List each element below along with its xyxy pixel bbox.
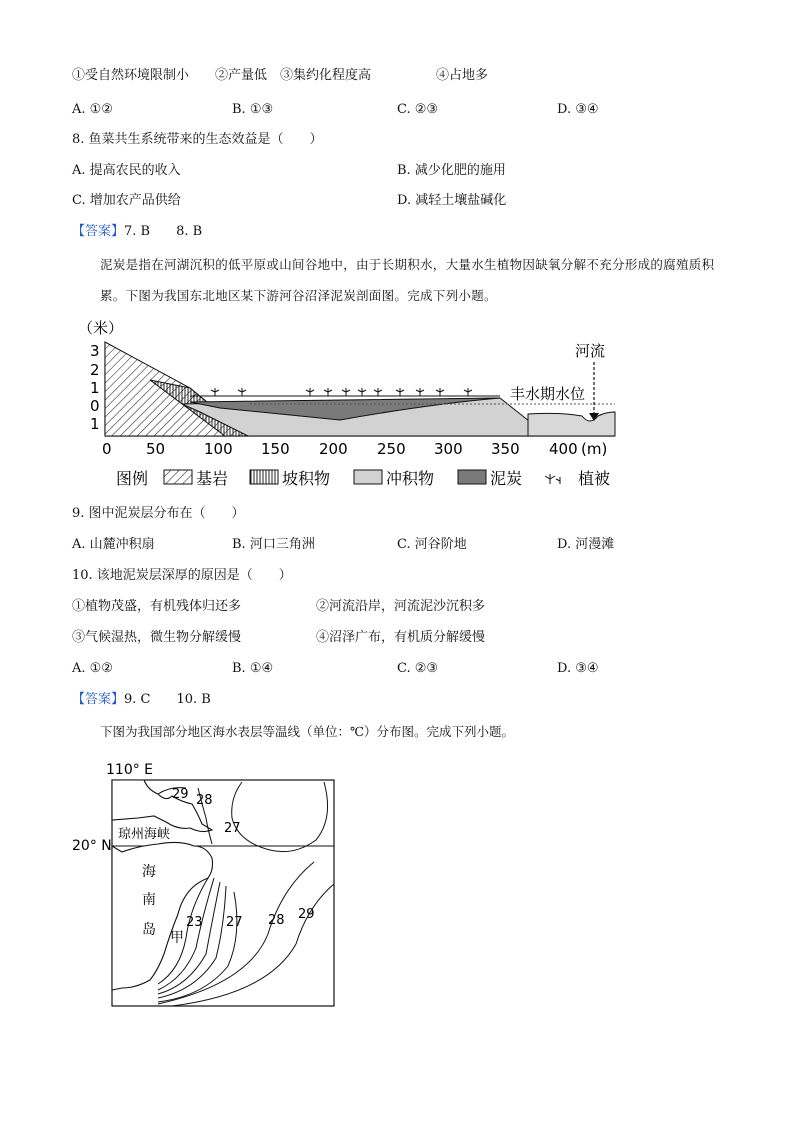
qiongzhou-strait-label: 琼州海峡 [118,827,171,842]
q9-option-b: B. 河口三角洲 [232,537,315,552]
isotherm-label-29-north: 29 [172,787,189,802]
x-axis-unit: (m) [581,440,608,458]
legend-alluvium-swatch [354,470,382,484]
isotherm-label-28-north: 28 [196,793,213,808]
q10-statement-2: ②河流沿岸，河流泥沙沉积多 [316,599,486,614]
y-tick-1: 1 [90,379,100,397]
x-tick-250: 250 [377,440,406,458]
q10-statement-1: ①植物茂盛，有机残体归还多 [72,599,242,614]
island-char-2: 南 [142,892,156,908]
x-tick-300: 300 [434,440,463,458]
x-tick-350: 350 [491,440,520,458]
river-channel [528,412,615,436]
legend-alluvium-label: 冲积物 [386,469,435,488]
longitude-label: 110° E [106,762,154,778]
peat-profile-figure [70,316,650,492]
answer-text: 9. C 10. B [124,692,211,707]
island-char-1: 海 [142,864,156,880]
q8-option-a: A. 提高农民的收入 [72,163,181,178]
q7-statements: ①受自然环境限制小 ②产量低 ③集约化程度高 ④占地多 [72,68,489,83]
q9-option-a: A. 山麓冲积扇 [72,537,155,552]
x-tick-50: 50 [146,440,166,458]
answer-tag: 【答案】 [72,224,125,239]
isotherm-label-28-south: 28 [268,913,285,928]
q7-option-d: D. ③④ [557,102,599,117]
legend-bedrock-label: 基岩 [196,469,229,488]
legend-title: 图例 [116,469,149,488]
passage-peat: 泥炭是指在河湖沉积的低平原或山间谷地中，由于长期积水，大量水生植物因缺氧分解不充分形成的腐殖质积累。下图为我国东北地区某下游河谷沼泽泥炭剖面图。完成下列小题。 [100,257,715,303]
y-tick-0: 0 [90,397,100,415]
legend-peat-label: 泥炭 [490,469,523,488]
legend-vegetation-label: 植被 [578,469,611,488]
q10-statement-3: ③气候湿热，微生物分解缓慢 [72,630,242,645]
q10-stem: 10. 该地泥炭层深厚的原因是（ ） [72,568,292,583]
legend-peat-swatch [458,470,486,484]
q10-option-b: B. ①④ [232,661,274,676]
isotherm-label-27-north: 27 [224,821,241,836]
isotherm-label-27-south: 27 [226,915,243,930]
x-tick-200: 200 [319,440,348,458]
y-tick-neg1: 1 [90,415,100,433]
legend-vegetation-icon [545,474,560,484]
q9-stem: 9. 图中泥炭层分布在（ ） [72,506,245,521]
q8-option-d: D. 减轻土壤盐碱化 [397,193,507,208]
point-jia-label: 甲 [170,930,184,946]
q7-option-a: A. ①② [72,102,113,117]
island-char-3: 岛 [142,922,156,938]
q9-option-d: D. 河漫滩 [557,537,615,552]
flood-level-label: 丰水期水位 [510,385,586,403]
answer-block-1 [72,223,202,241]
q10-statement-4: ④沼泽广布，有机质分解缓慢 [316,630,486,645]
x-tick-400: 400 [549,440,578,458]
q8-option-c: C. 增加农产品供给 [72,193,181,208]
q9-option-c: C. 河谷阶地 [397,537,467,552]
q10-option-a: A. ①② [72,661,113,676]
x-tick-150: 150 [261,440,290,458]
y-axis-unit: （米） [78,319,124,337]
legend-slope-swatch [250,470,278,484]
x-tick-100: 100 [204,440,233,458]
passage-isotherm: 下图为我国部分地区海水表层等温线（单位：℃）分布图。完成下列小题。 [100,724,514,739]
legend-slope-label: 坡积物 [282,469,331,488]
legend-bedrock-swatch [164,470,192,484]
isotherm-label-23: 23 [186,915,203,930]
answer-tag: 【答案】 [72,692,125,707]
river-label: 河流 [575,342,606,360]
isotherm-map-figure [62,758,347,1013]
y-tick-2: 2 [90,361,100,379]
q8-stem: 8. 鱼菜共生系统带来的生态效益是（ ） [72,132,323,147]
q7-option-b: B. ①③ [232,102,274,117]
x-tick-0: 0 [102,440,112,458]
q7-option-c: C. ②③ [397,102,439,117]
vegetation-symbols [211,388,472,396]
answer-text: 7. B 8. B [124,224,203,239]
q8-option-b: B. 减少化肥的施用 [397,163,506,178]
q10-option-c: C. ②③ [397,661,439,676]
isotherm-label-29-south: 29 [298,907,315,922]
y-tick-3: 3 [90,342,100,360]
answer-block-2 [72,691,211,709]
q10-option-d: D. ③④ [557,661,599,676]
latitude-label: 20° N [72,838,112,854]
